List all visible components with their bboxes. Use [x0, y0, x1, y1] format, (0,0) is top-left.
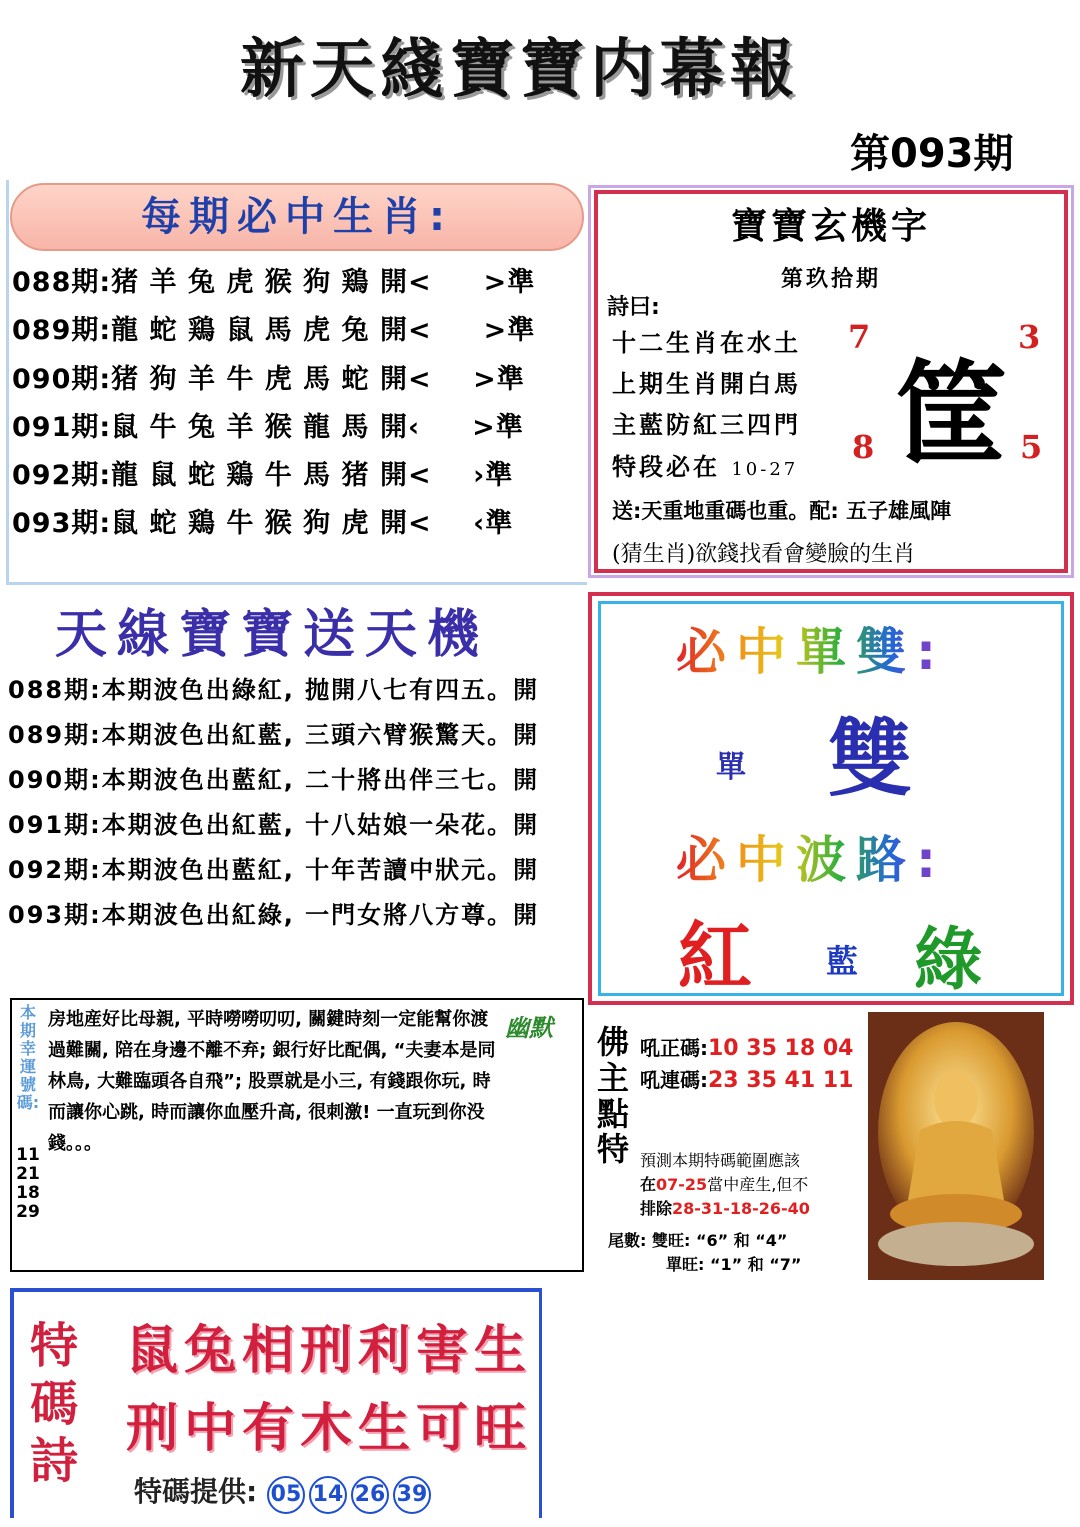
wave-red: 紅: [678, 914, 752, 1000]
exclude-line: [640, 1196, 810, 1219]
tail-label: 尾數:: [608, 1231, 647, 1250]
sky-row: 091期:本期波色出紅藍, 十八姑娘一朵花。開: [8, 811, 540, 839]
zodiac-row: 092期:龍 鼠 蛇 鶏 牛 馬 猪 開< ›準: [12, 460, 514, 491]
zheng-label: 吼正碼:: [640, 1036, 708, 1060]
poem-line: [612, 447, 798, 482]
odd-label: 單: [716, 750, 746, 785]
number-ball: 05: [267, 1476, 305, 1514]
machine-char-title: 寶寶玄機字: [730, 206, 931, 247]
zheng-row: [640, 1032, 853, 1061]
lian-value: 23 35 41 11: [708, 1068, 854, 1093]
exclude-label: 排除: [640, 1199, 673, 1218]
number-ball: 26: [351, 1476, 389, 1514]
zodiac-row: 090期:猪 狗 羊 牛 虎 馬 蛇 開< >準: [12, 364, 525, 395]
poem-line: 鼠兔相刑利害生: [126, 1321, 533, 1381]
corner-number: 5: [1020, 428, 1043, 466]
lian-row: [640, 1064, 853, 1093]
lucky-label: 本期幸運號碼:: [16, 1003, 40, 1112]
machine-big-char: 筐: [895, 349, 1007, 480]
handwritten-note: 幽默: [505, 1014, 553, 1042]
poem-line: 十二生肖在水土: [612, 329, 801, 357]
provide-label: 特碼提供:: [134, 1475, 258, 1508]
poem-line: 主藍防紅三四門: [612, 411, 801, 439]
wave-green: 綠: [914, 921, 983, 1000]
buddha-image: [868, 1012, 1044, 1280]
predict-suffix: 當中産生,但不: [707, 1175, 809, 1194]
zodiac-row: 093期:鼠 蛇 鶏 牛 猴 狗 虎 開< ‹準: [12, 508, 514, 539]
corner-number: 8: [852, 428, 875, 466]
sky-row: 089期:本期波色出紅藍, 三頭六臂猴驚天。開: [8, 721, 540, 749]
odd-even-heading: 必中單雙:: [676, 612, 946, 684]
page-title: 新天綫寶寶内幕報: [240, 33, 800, 107]
sky-row: 093期:本期波色出紅綠, 一門女將八方尊。開: [8, 901, 540, 929]
corner-number: 7: [848, 318, 871, 356]
issue-number: 第093期: [850, 131, 1014, 177]
note-line: (猜生肖)欲錢找看會變臉的生肖: [612, 542, 916, 567]
zodiac-row: 088期:猪 羊 兔 虎 猴 狗 鶏 開< >準: [12, 267, 536, 298]
poem-label: 特碼詩: [29, 1318, 78, 1490]
even-label: 雙: [828, 710, 913, 808]
number-ball: 14: [309, 1476, 347, 1514]
zodiac-row: 091期:鼠 牛 兔 羊 猴 龍 馬 開‹ >準: [12, 412, 524, 443]
tail-even: 雙旺: “6” 和 “4”: [651, 1231, 788, 1250]
sky-row: 092期:本期波色出藍紅, 十年苦讀中狀元。開: [8, 856, 540, 884]
machine-char-subtitle: 第玖拾期: [780, 267, 881, 292]
exclude-value: 28-31-18-26-40: [672, 1199, 810, 1218]
predict-range-line: [640, 1172, 808, 1195]
buddha-statue-icon: [868, 1012, 1044, 1280]
number-ball: 39: [393, 1476, 431, 1514]
send-line: 送:天重地重碼也重。配: 五子雄風陣: [612, 499, 952, 523]
tail-odd: 單旺: “1” 和 “7”: [666, 1255, 802, 1274]
buddha-label: 佛主點特: [596, 1023, 629, 1169]
predict-prefix: 在: [640, 1175, 657, 1194]
poem-line-text: 特段必在: [612, 453, 720, 481]
predict-line: 預測本期特碼範圍應該: [640, 1151, 801, 1170]
range-value: 10-27: [731, 459, 799, 480]
predict-range: 07-25: [656, 1175, 708, 1194]
tail-even-line: [608, 1228, 787, 1251]
corner-number: 3: [1018, 318, 1041, 356]
wave-blue: 藍: [826, 942, 859, 980]
poem-label: 詩曰:: [607, 295, 660, 320]
sky-row: 088期:本期波色出綠紅, 抛開八七有四五。開: [8, 676, 540, 704]
lucky-text: 房地産好比母親, 平時嘮嘮叨叨, 關鍵時刻一定能幫你渡過難關, 陪在身邊不離不弃; 銀行好比配偶, “夫妻本是同林鳥, 大難臨頭各自飛”; 股票就是小三, 有錢跟你玩, 時而讓你心跳, 時而讓你血壓升高, 很刺激! 一直玩到你没錢。。。: [48, 1009, 496, 1154]
zodiac-heading: 每期必中生肖:: [10, 183, 584, 251]
lian-label: 吼連碼:: [640, 1068, 708, 1092]
zheng-value: 10 35 18 04: [708, 1036, 854, 1061]
provide-row: [134, 1470, 435, 1514]
poem-line: 上期生肖開白馬: [612, 370, 801, 398]
sky-machine-heading: 天線寶寶送天機: [55, 605, 490, 665]
wave-heading: 必中波路:: [676, 820, 946, 892]
poem-line: 刑中有木生可旺: [126, 1399, 533, 1459]
zodiac-row: 089期:龍 蛇 鶏 鼠 馬 虎 兔 開< >準: [12, 315, 536, 346]
lucky-numbers: 11 21 18 29: [16, 1145, 40, 1223]
sky-row: 090期:本期波色出藍紅, 二十將出伴三七。開: [8, 766, 540, 794]
